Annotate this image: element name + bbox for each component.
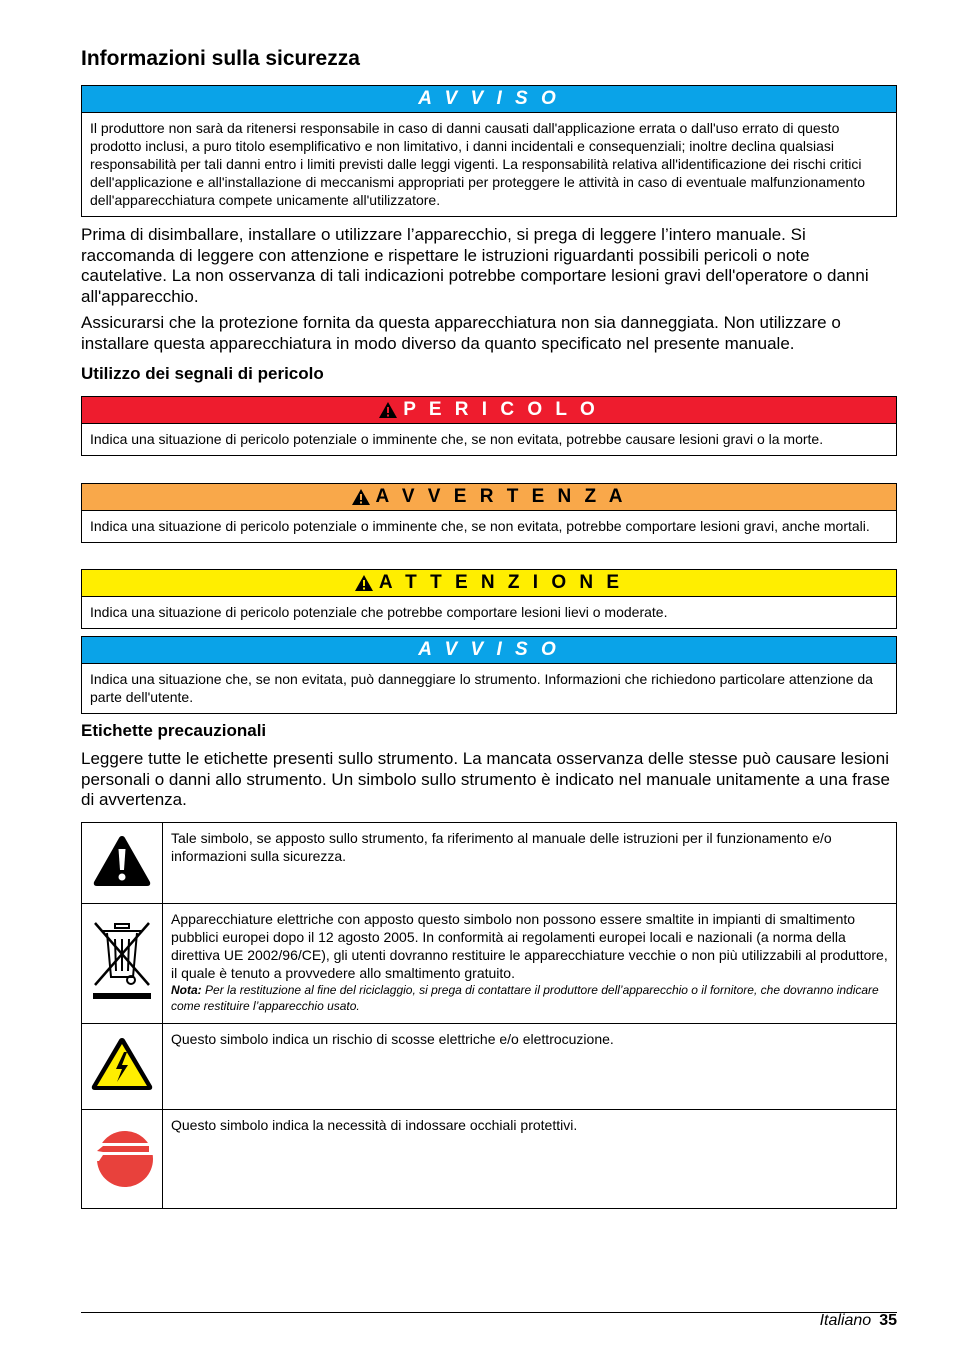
avviso-box-disclaimer [81,85,897,217]
avvertenza-label: A V V E R T E N Z A [375,486,627,507]
warning-triangle-icon [352,489,370,505]
avviso-text: Indica una situazione che, se non evitata, può danneggiare lo strumento. Informazioni che richiedono particolare attenzione da parte dell'utente. [90,671,873,705]
section-heading-signals: Utilizzo dei segnali di pericolo [81,364,324,383]
table-row [82,823,897,904]
symbol-cell [82,823,163,904]
warning-triangle-icon [379,402,397,418]
symbol-description [163,904,897,1024]
symbol-description: Questo simbolo indica un rischio di scosse elettriche e/o elettrocuzione. [163,1024,897,1110]
footer-divider [81,1312,897,1313]
symbol-cell [82,1110,163,1209]
symbol-description: Questo simbolo indica la necessità di indossare occhiali protettivi. [163,1110,897,1209]
attenzione-text: Indica una situazione di pericolo potenziale che potrebbe comportare lesioni lievi o moderate. [90,604,668,620]
labels-paragraph: Leggere tutte le etichette presenti sullo strumento. La mancata osservanza delle stesse può causare lesioni personali o danni allo strumento. Un simbolo sullo strumento è indicato nel manuale unitamente a una frase di avvertenza. [81,749,890,809]
crossed-bin-icon [89,919,155,1003]
page-number: 35 [879,1312,897,1329]
pericolo-header [82,397,896,424]
avviso-text: Il produttore non sarà da ritenersi responsabile in caso di danni causati dall'applicazione errata o dall'uso errato di questo prodotto inclusi, a puro titolo esemplificativo e non limitativo, i danni incidentali e consequenziali; inoltre declina qualsiasi responsabilità per tali danni entro i limiti previsti dalle leggi vigenti. La responsabilità relativa all'identificazione dei rischi critici dell'applicazione e all'installazione di meccanismi appropriati per proteggere le attività in caso di eventuale malfunzionamento dell'apparecchiatura compete unicamente all'utilizzatore. [90,120,866,208]
avvertenza-box [81,483,897,543]
warning-triangle-icon [355,575,373,591]
electric-shock-icon [90,1036,154,1092]
intro-paragraph-1: Prima di disimballare, installare o utilizzare l’apparecchio, si prega di leggere l’intero manuale. Si raccomanda di leggere con attenzione e rispettare le istruzioni riguardanti possibili pericoli o note cautelative. La non osservanza di tali indicazioni potrebbe comportare lesioni gravi dell'operatore o danni all'apparecchio. [81,225,869,306]
symbols-table [81,822,897,1209]
symbol-cell [82,904,163,1024]
section-heading-labels: Etichette precauzionali [81,721,267,740]
avviso-box-notice [81,636,897,714]
attenzione-box [81,569,897,629]
warning-triangle-icon [92,834,152,888]
avvertenza-header [82,484,896,511]
pericolo-text: Indica una situazione di pericolo potenziale o imminente che, se non evitata, potrebbe causare lesioni gravi o la morte. [90,431,824,447]
avviso-header: A V V I S O [82,637,896,664]
pericolo-label: P E R I C O L O [403,399,599,420]
page-title: Informazioni sulla sicurezza [81,47,360,70]
attenzione-header [82,570,896,597]
table-row [82,1110,897,1209]
safety-glasses-icon [89,1121,155,1193]
table-row [82,904,897,1024]
attenzione-label: A T T E N Z I O N E [378,572,624,593]
note-label: Nota: [171,983,202,997]
footer-language: Italiano [819,1312,872,1329]
note-text: Per la restituzione al fine del riciclaggio, si prega di contattare il produttore dell’apparecchio o il fornitore, che dovranno indicare come restituire l’apparecchio usato. [171,983,879,1013]
symbol-description-text: Apparecchiature elettriche con apposto questo simbolo non possono essere smaltite in impianti di smaltimento pubblici europei dopo il 12 agosto 2005. In conformità ai regolamenti europei locali e nazionali (a norma della direttiva UE 2002/96/CE), gli utenti dovranno restituire le apparecchiature vecchie o non più utilizzabili al produttore, il quale è tenuto a provvedere allo smaltimento gratuito. [171,911,888,981]
avvertenza-text: Indica una situazione di pericolo potenziale o imminente che, se non evitata, potrebbe comportare lesioni gravi, anche mortali. [90,518,870,534]
avviso-header: A V V I S O [82,86,896,113]
intro-paragraph-2: Assicurarsi che la protezione fornita da questa apparecchiatura non sia danneggiata. Non utilizzare o installare questa apparecchiatura in modo diverso da quanto specificato nel presente manuale. [81,313,841,353]
symbol-cell [82,1024,163,1110]
weee-note [171,982,888,1014]
page-footer [820,1312,897,1330]
symbol-description: Tale simbolo, se apposto sullo strumento, fa riferimento al manuale delle istruzioni per il funzionamento e/o informazioni sulla sicurezza. [163,823,897,904]
pericolo-box [81,396,897,456]
table-row [82,1024,897,1110]
